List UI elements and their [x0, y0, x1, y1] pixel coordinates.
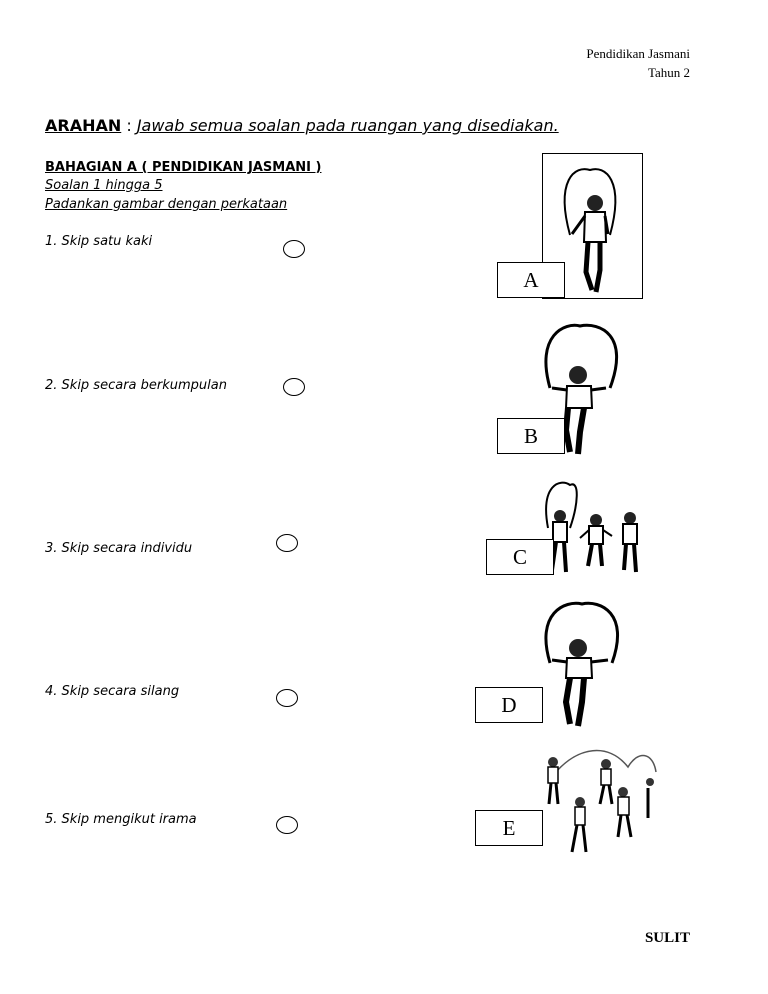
section-task: Padankan gambar dengan perkataan	[45, 197, 288, 212]
question-3: 3. Skip secara individu	[45, 541, 193, 556]
subject-title: Pendidikan Jasmani	[586, 46, 690, 61]
letter-box-e: E	[475, 810, 543, 846]
sulit-label: SULIT	[644, 930, 690, 946]
instruction	[45, 116, 559, 135]
instruction-separator: :	[121, 116, 137, 135]
skipper-figure-c-icon	[540, 480, 650, 580]
question-5: 5. Skip mengikut irama	[45, 812, 197, 827]
question-4: 4. Skip secara silang	[45, 684, 180, 699]
section-range: Soalan 1 hingga 5	[45, 178, 163, 193]
skipper-figure-d-icon	[540, 598, 630, 728]
question-2: 2. Skip secara berkumpulan	[45, 378, 227, 393]
answer-circle-3[interactable]	[276, 534, 298, 552]
question-1: 1. Skip satu kaki	[45, 234, 153, 249]
letter-box-d: D	[475, 687, 543, 723]
answer-circle-5[interactable]	[276, 816, 298, 834]
letter-box-b: B	[497, 418, 565, 454]
year-label: Tahun 2	[647, 65, 690, 80]
instruction-text: Jawab semua soalan pada ruangan yang disediakan.	[136, 116, 559, 135]
letter-box-a: A	[497, 262, 565, 298]
skipper-figure-e-icon	[538, 742, 658, 857]
letter-box-c: C	[486, 539, 554, 575]
answer-circle-1[interactable]	[283, 240, 305, 258]
instruction-label: ARAHAN	[45, 116, 122, 135]
answer-circle-2[interactable]	[283, 378, 305, 396]
answer-circle-4[interactable]	[276, 689, 298, 707]
section-title: BAHAGIAN A ( PENDIDIKAN JASMANI )	[45, 160, 322, 175]
